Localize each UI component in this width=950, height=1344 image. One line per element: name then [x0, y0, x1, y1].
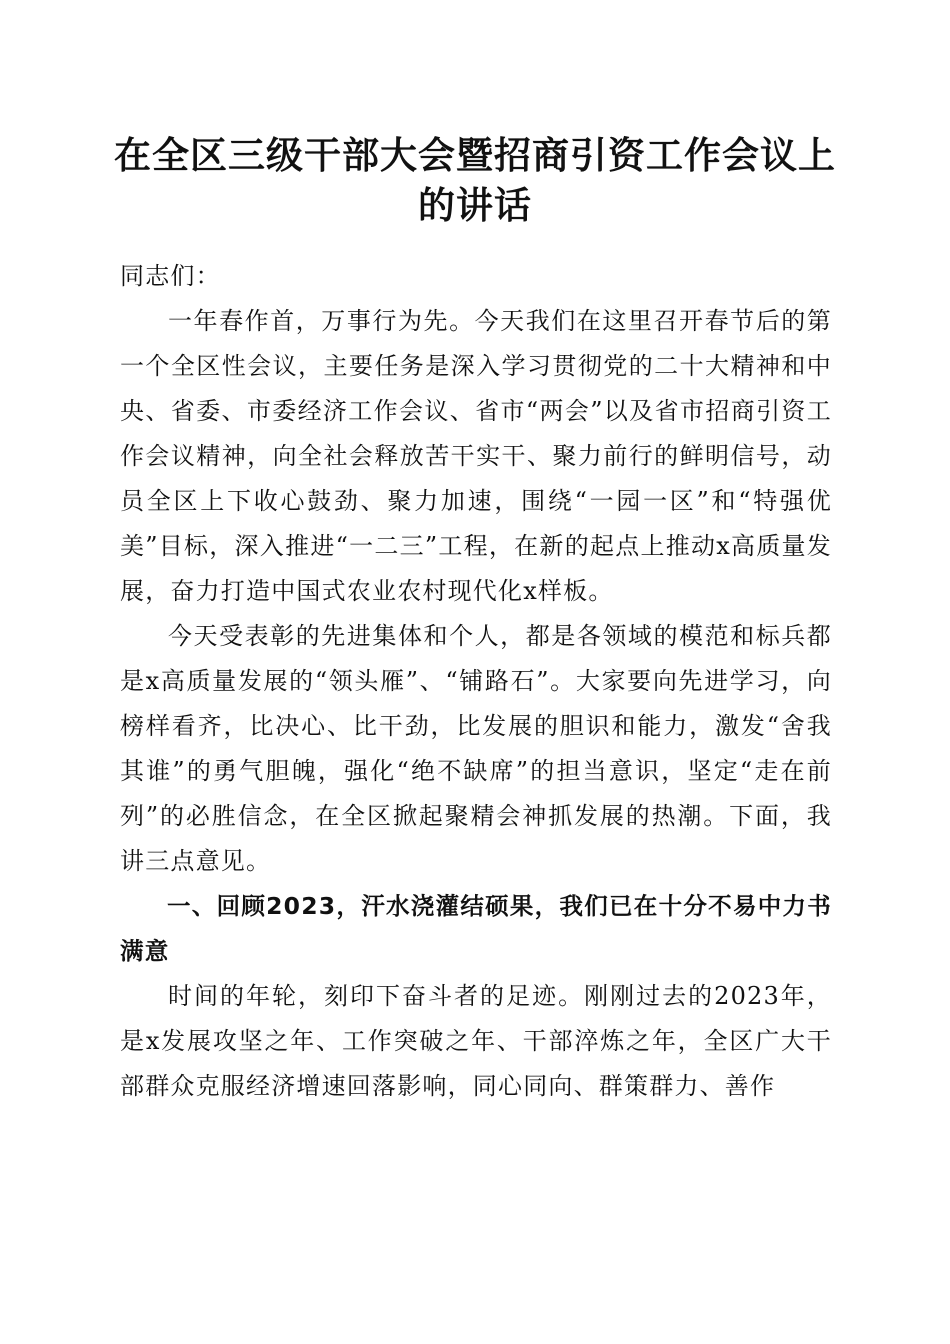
document-title: 在全区三级干部大会暨招商引资工作会议上的讲话: [114, 133, 836, 227]
document-body: [120, 254, 832, 1109]
salutation: 同志们：: [120, 262, 221, 290]
commendation-paragraph: 今天受表彰的先进集体和个人，都是各领域的模范和标兵都是x高质量发展的“领头雁”、“铺路石”。大家要向先进学习，向榜样看齐，比决心、比干劲，比发展的胆识和能力，激发“舍我其谁”的勇气胆魄，强化“绝不缺席”的担当意识，坚定“走在前列”的必胜信念，在全区掀起聚精会神抓发展的热潮。下面，我讲三点意见。: [120, 622, 832, 875]
section-heading: 一、回顾2023，汗水浇灌结硕果，我们已在十分不易中力书满意: [120, 892, 832, 965]
opening-paragraph: 一年春作首，万事行为先。今天我们在这里召开春节后的第一个全区性会议，主要任务是深入学习贯彻党的二十大精神和中央、省委、市委经济工作会议、省市“两会”以及省市招商引资工作会议精神，向全社会释放苦干实干、聚力前行的鲜明信号，动员全区上下收心鼓劲、聚力加速，围绕“一园一区”和“特强优美”目标，深入推进“一二三”工程，在新的起点上推动x高质量发展，奋力打造中国式农业农村现代化x样板。: [120, 307, 832, 605]
section-paragraph: 时间的年轮，刻印下奋斗者的足迹。刚刚过去的2023年，是x发展攻坚之年、工作突破之年、干部淬炼之年，全区广大干部群众克服经济增速回落影响，同心同向、群策群力、善作: [120, 982, 832, 1100]
